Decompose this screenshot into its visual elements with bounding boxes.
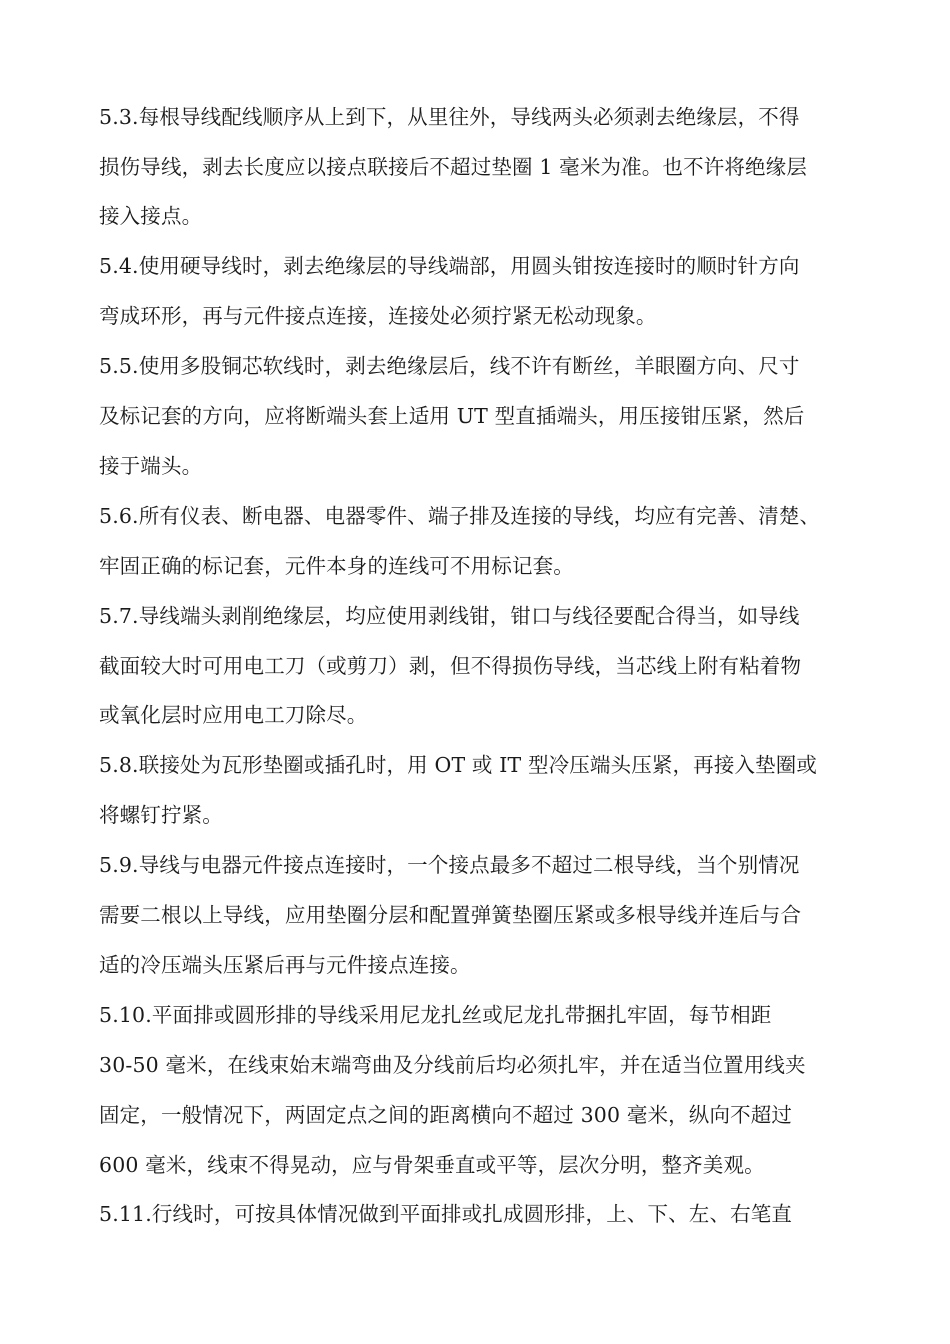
clause-5-5-line-3: 接于端头。: [99, 454, 203, 478]
clause-5-10-line-2: 30-50 毫米，在线束始末端弯曲及分线前后均必须扎牢，并在适当位置用线夹: [99, 1053, 806, 1077]
clause-5-7-line-3: 或氧化层时应用电工刀除尽。: [99, 703, 368, 727]
clause-5-4-line-1: 5.4.使用硬导线时，剥去绝缘层的导线端部，用圆头钳按连接时的顺时针方向: [99, 254, 800, 278]
clause-5-6-line-2: 牢固正确的标记套，元件本身的连线可不用标记套。: [99, 554, 574, 578]
clause-5-7-line-2: 截面较大时可用电工刀（或剪刀）剥，但不得损伤导线，当芯线上附有粘着物: [99, 654, 802, 678]
clause-5-9-line-3: 适的冷压端头压紧后再与元件接点连接。: [99, 953, 471, 977]
clause-5-10-line-1: 5.10.平面排或圆形排的导线采用尼龙扎丝或尼龙扎带捆扎牢固，每节相距: [99, 1003, 772, 1027]
clause-5-8-line-1: 5.8.联接处为瓦形垫圈或插孔时，用 OT 或 IT 型冷压端头压紧，再接入垫圈或: [99, 753, 818, 777]
clause-5-6-line-1: 5.6.所有仪表、断电器、电器零件、端子排及连接的导线，均应有完善、清楚、: [99, 504, 821, 528]
clause-5-4-line-2: 弯成环形，再与元件接点连接，连接处必须拧紧无松动现象。: [99, 304, 657, 328]
clause-5-10-line-4: 600 毫米，线束不得晃动，应与骨架垂直或平等，层次分明，整齐美观。: [99, 1153, 765, 1177]
clause-5-11-line-1: 5.11.行线时，可按具体情况做到平面排或扎成圆形排，上、下、左、右笔直: [99, 1202, 793, 1226]
clause-5-7-line-1: 5.7.导线端头剥削绝缘层，均应使用剥线钳，钳口与线径要配合得当，如导线: [99, 604, 800, 628]
clause-5-5-line-2: 及标记套的方向，应将断端头套上适用 UT 型直插端头，用压接钳压紧，然后: [99, 404, 805, 428]
clause-5-3-line-2: 损伤导线，剥去长度应以接点联接后不超过垫圈 1 毫米为准。也不许将绝缘层: [99, 155, 807, 179]
clause-5-10-line-3: 固定，一般情况下，两固定点之间的距离横向不超过 300 毫米，纵向不超过: [99, 1103, 793, 1127]
clause-5-3-line-1: 5.3.每根导线配线顺序从上到下，从里往外，导线两头必须剥去绝缘层，不得: [99, 105, 800, 129]
clause-5-9-line-1: 5.9.导线与电器元件接点连接时，一个接点最多不超过二根导线，当个别情况: [99, 853, 800, 877]
clause-5-9-line-2: 需要二根以上导线，应用垫圈分层和配置弹簧垫圈压紧或多根导线并连后与合: [99, 903, 802, 927]
clause-5-8-line-2: 将螺钉拧紧。: [99, 803, 223, 827]
clause-5-3-line-3: 接入接点。: [99, 204, 203, 228]
clause-5-5-line-1: 5.5.使用多股铜芯软线时，剥去绝缘层后，线不许有断丝，羊眼圈方向、尺寸: [99, 354, 800, 378]
